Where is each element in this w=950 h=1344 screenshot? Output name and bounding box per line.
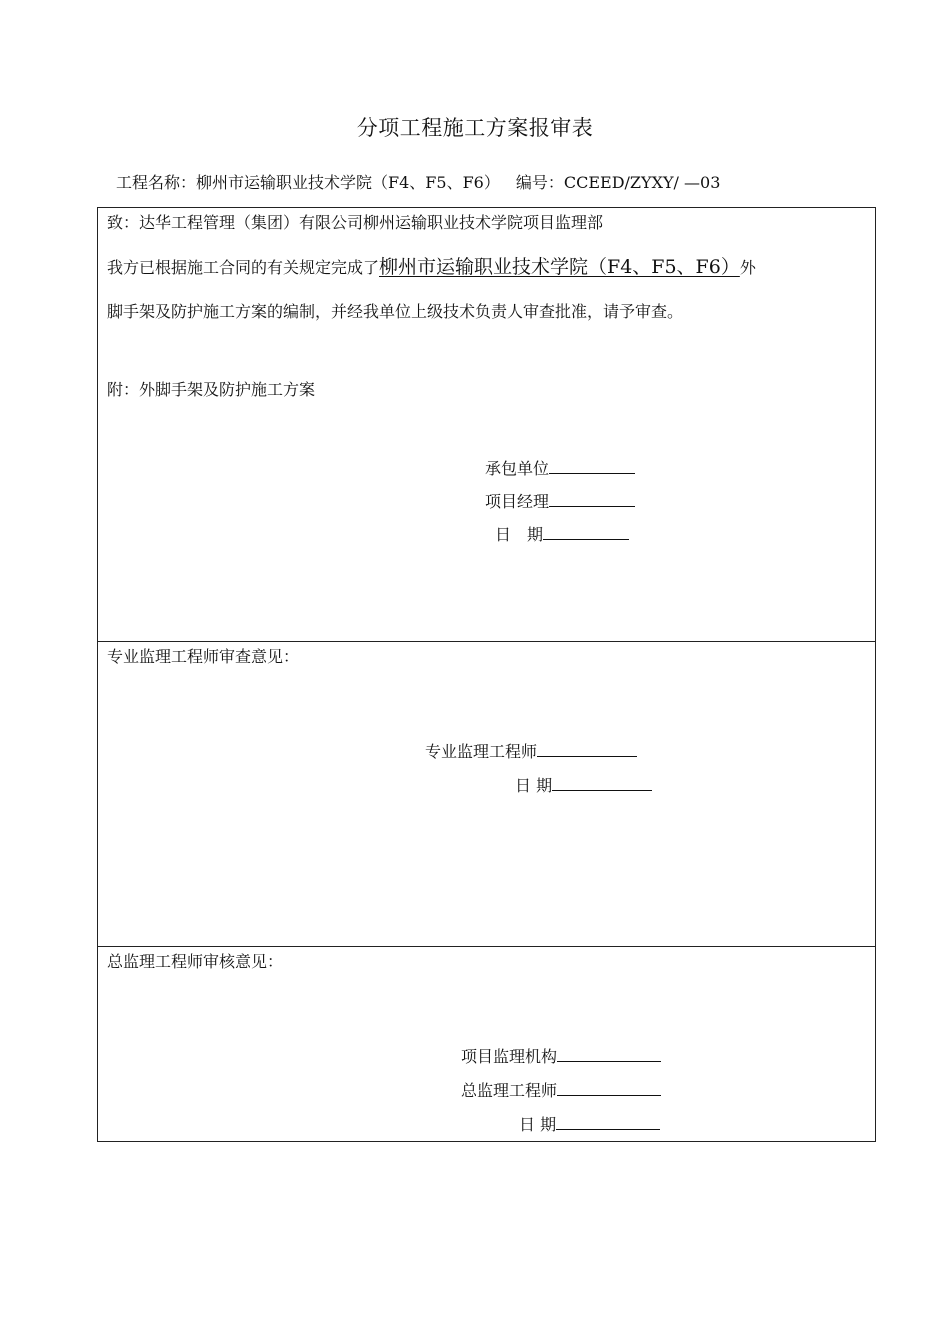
engineer-date-label: 日 期 (515, 776, 553, 795)
document-number: 编号：CCEED/ZYXY/ —03 (515, 173, 721, 192)
engineer-date-blank[interactable] (552, 773, 652, 791)
contractor-signature-field (485, 456, 635, 479)
chief-review-section (98, 947, 875, 1141)
submission-date-field (495, 522, 629, 545)
engineer-blank[interactable] (537, 739, 637, 757)
chief-date-blank[interactable] (556, 1112, 660, 1130)
header-info (116, 170, 720, 193)
attachment-line: 附：外脚手架及防护施工方案 (107, 380, 316, 399)
engineer-review-heading: 专业监理工程师审查意见： (107, 647, 300, 666)
chief-blank[interactable] (557, 1078, 661, 1096)
engineer-signature-field (425, 739, 637, 762)
chief-date-label: 日 期 (519, 1115, 557, 1134)
submission-body-line2: 脚手架及防护施工方案的编制，并经我单位上级技术负责人审查批准，请予审查。 (107, 302, 684, 321)
body-project-name: 柳州市运输职业技术学院（F4、F5、F6） (379, 256, 740, 278)
manager-blank[interactable] (549, 489, 635, 507)
page-title: 分项工程施工方案报审表 (356, 116, 594, 140)
manager-label: 项目经理 (485, 492, 550, 511)
body-prefix: 我方已根据施工合同的有关规定完成了 (107, 258, 380, 277)
chief-signature-field (461, 1078, 661, 1101)
chief-label: 总监理工程师 (461, 1081, 558, 1100)
engineer-date-field (515, 773, 652, 796)
submission-body-line1 (107, 252, 756, 279)
approval-form-table (97, 207, 876, 1142)
agency-blank[interactable] (557, 1044, 661, 1062)
engineer-review-section (98, 642, 875, 947)
chief-review-heading: 总监理工程师审核意见： (107, 952, 284, 971)
contractor-label: 承包单位 (485, 459, 550, 478)
manager-signature-field (485, 489, 635, 512)
chief-date-field (519, 1112, 660, 1135)
addressee-line: 致：达华工程管理（集团）有限公司柳州运输职业技术学院项目监理部 (107, 213, 604, 232)
contractor-blank[interactable] (549, 456, 635, 474)
date-label: 日 期 (495, 525, 544, 544)
project-name: 工程名称：柳州市运输职业技术学院（F4、F5、F6） (116, 173, 500, 192)
body-suffix: 外 (739, 258, 756, 277)
agency-signature-field (461, 1044, 661, 1067)
date-blank[interactable] (543, 522, 629, 540)
submission-section (98, 208, 875, 642)
agency-label: 项目监理机构 (461, 1047, 558, 1066)
engineer-label: 专业监理工程师 (425, 742, 538, 761)
